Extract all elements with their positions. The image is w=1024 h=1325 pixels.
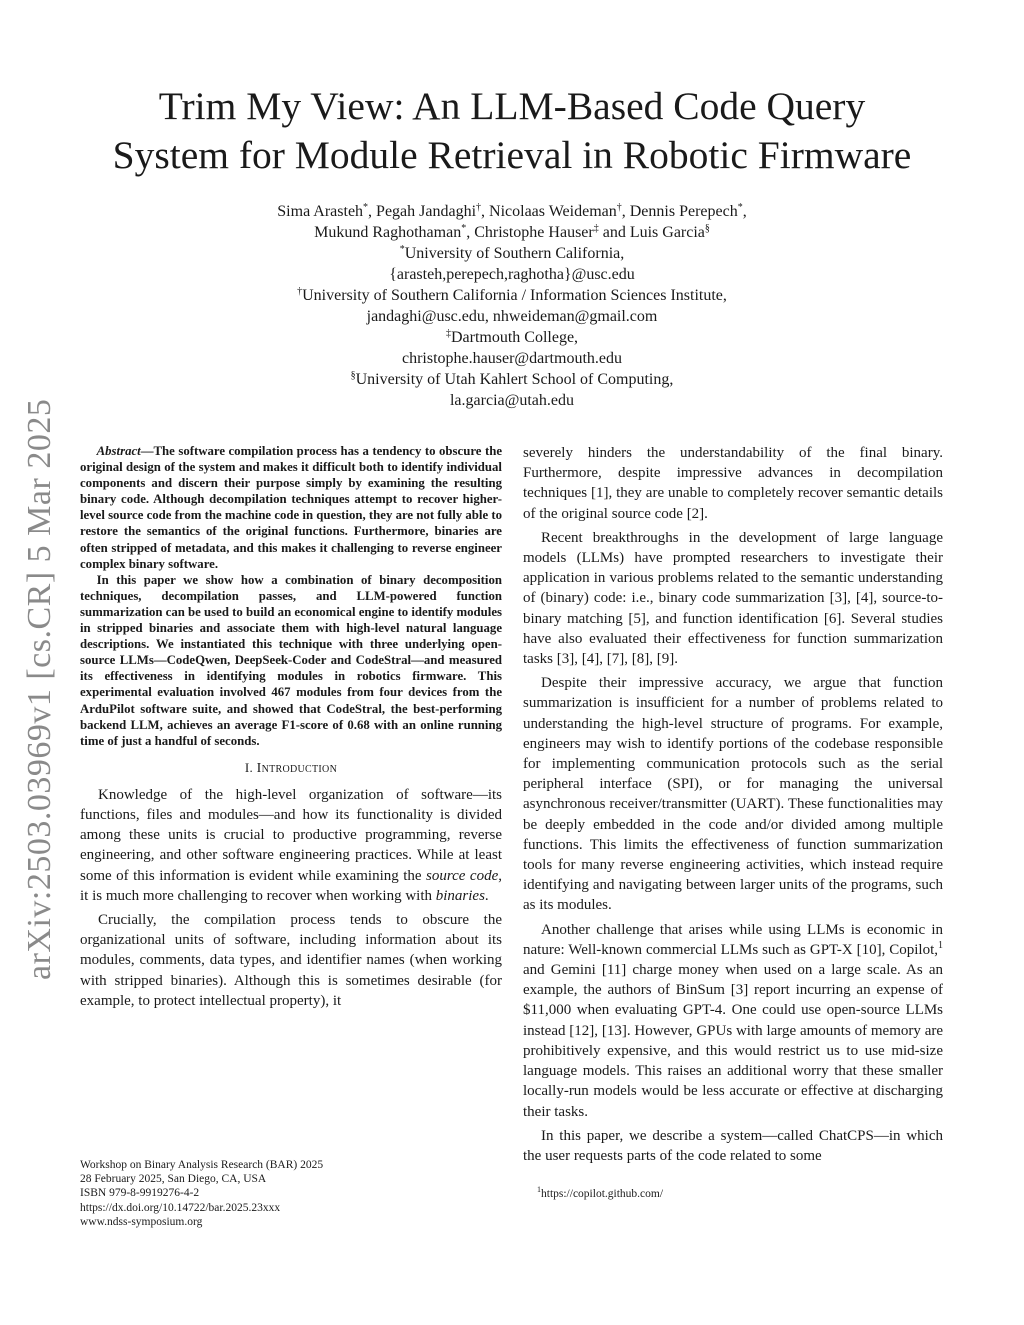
author-separator: , [466,224,475,241]
affiliation-mark: † [476,202,482,213]
affiliation-2 [110,285,914,306]
author-name: Pegah Jandaghi [376,203,477,220]
intro-paragraph-2: Crucially, the compilation process tends to obscure the organizational units of software, including information about its modules, comments, data types, and identifier names (when working with stripped binaries). Although this is sometimes desirable (for example, to protect intellectual property), it [80,912,502,1009]
author-name: Dennis Perepech [629,203,738,220]
affiliation-3 [110,327,914,348]
author-name: Nicolaas Weideman [489,203,617,220]
footer-venue: Workshop on Binary Analysis Research (BAR) 2025 [80,1159,324,1171]
intro-text: Another challenge that arises while using LLMs is economic in nature: Well-known commercial LLMs such as GPT-X [10], Copilot, [523,921,943,958]
intro-paragraph-4: Despite their impressive accuracy, we argue that function summarization is insufficient for a number of problems related to understanding the high-level structure of programs. For example, engineers may wish to identify portions of the codebase responsible for implementing communication protocols such as the serial peripheral interface (SPI), or for managing the universal asynchronous receiver/transmitter (UART). These functionalities may be deeply embedded in the code and/or divided among multiple functions. This limits the effectiveness of function summarization tools for many reverse engineering activities, which instead require identifying and navigating between larger units of the programs, such as its modules. [523,675,943,914]
affiliation-mark: * [461,223,467,234]
section-number: I. [244,759,257,775]
affiliation-3-email: christophe.hauser@dartmouth.edu [401,350,622,367]
affiliation-mark: † [616,202,622,213]
affiliation-mark: * [399,244,405,255]
author-separator: , [481,203,490,220]
author-separator: , [621,203,630,220]
abstract [80,443,502,749]
intro-text: , it is much more challenging to recover when working with [80,867,503,904]
affiliation-1-email: {arasteh,perepech,raghotha}@usc.edu [389,266,635,283]
affiliation-mark: § [704,223,710,234]
author-separator: , [368,203,377,220]
author-line-2 [110,222,914,243]
footer-website-link[interactable]: www.ndss-symposium.org [80,1215,203,1228]
footnote-link[interactable]: https://copilot.github.com/ [541,1188,664,1200]
affiliation-name: University of Utah Kahlert School of Computing, [355,371,674,388]
section-heading-introduction [80,760,502,777]
author-name: Mukund Raghothaman [314,224,462,241]
title-line-2: System for Module Retrieval in Robotic Firmware [112,133,912,177]
author-name: Christophe Hauser [474,224,594,241]
affiliation-2-email: jandaghi@usc.edu, nhweideman@gmail.com [366,308,658,325]
paper-title [60,82,964,180]
affiliation-4-email: la.garcia@utah.edu [449,392,574,409]
abstract-label: Abstract [96,444,141,458]
emphasis-binaries: binaries [435,887,485,904]
arxiv-identifier: arXiv:2503.03969v1 [cs.CR] 5 Mar 2025 [21,398,58,980]
intro-left-body [80,785,502,1011]
right-column [523,443,943,1170]
intro-paragraph-5 [523,920,943,1122]
intro-text: . [484,887,489,904]
footnote-mark: 1 [537,1185,541,1194]
author-name: Luis Garcia [629,224,705,241]
affiliation-name: University of Southern California, [404,245,625,262]
title-line-1: Trim My View: An LLM-Based Code Query [158,84,866,128]
author-separator: , [742,203,747,220]
affiliation-4 [110,369,914,390]
conference-footer [80,1158,440,1229]
abstract-paragraph-1 [80,443,502,572]
affiliation-mark: § [350,370,356,381]
author-separator: and [598,224,630,241]
affiliation-mark: † [297,286,303,297]
abstract-text-1: —The software compilation process has a tendency to obscure the original design of the system and makes it difficult both to identify individual components and discern their purpose simply by examining the resulting binary code. Although decompilation techniques attempt to recover higher-level source code from the machine code in question, they are not fully able to restore the semantics of the original functions. Furthermore, binaries are often stripped of metadata, and this makes it challenging to reverse engineer complex binary software. [80,444,502,571]
abstract-paragraph-2: In this paper we show how a combination of binary decomposition techniques, decompilation passes, and LLM-powered function summarization can be used to build an economical engine to identify modules in stripped binaries and associate them with high-level natural language descriptions. We instantiated this technique with three underlying open-source LLMs—CodeQwen, DeepSeek-Coder and CodeStral—and measured its effectiveness in identifying modules in robotics firmware. This experimental evaluation involved 467 modules from four devices from the ArduPilot software suite, and showed that CodeStral, the best-performing backend LLM, achieves an average F1-score of 0.68 with an online running time of just a handful of seconds. [80,572,502,748]
author-block [110,201,914,411]
footer-isbn: ISBN 979-8-9919276-4-2 [80,1187,200,1200]
footnote-reference[interactable]: 1 [938,939,943,951]
footer-date-location: 28 February 2025, San Diego, CA, USA [80,1173,267,1186]
affiliation-mark: ‡ [445,328,451,339]
intro-paragraph-6: In this paper, we describe a system—called ChatCPS—in which the user requests parts of the code related to some [523,1127,943,1164]
affiliation-mark: * [737,202,743,213]
left-column [80,443,502,1015]
emphasis-source-code: source code [426,867,499,884]
affiliation-name: Dartmouth College, [450,329,579,346]
intro-text: Knowledge of the high-level organization of software—its functions, files and modules—and how its functionality is divided among these units is crucial to productive programming, reverse engineering, and other software engineering practices. While at least some of this information is evident while examining the [80,786,502,884]
footnote [537,1187,663,1201]
affiliation-1 [110,243,914,264]
footer-doi-link[interactable]: https://dx.doi.org/10.14722/bar.2025.23xxx [80,1201,281,1214]
intro-text: and Gemini [11] charge money when used on a large scale. As an example, the authors of BinSum [3] report incurring an expense of $11,000 when evaluating GPT-4. One could use open-source LLMs instead [12], [13]. However, GPUs with large amounts of memory are prohibitively expensive, and this would restrict us to use mid-size language models. This raises an additional worry that these smaller locally-run models would be less accurate or effective at discharging their tasks. [523,962,943,1120]
intro-paragraph-2-continued: severely hinders the understandability of the final binary. Furthermore, despite impressive advances in decompilation techniques [1], they are unable to completely recover semantic details of the original source code [2]. [523,445,943,522]
affiliation-name: University of Southern California / Information Sciences Institute, [302,287,727,304]
affiliation-mark: ‡ [593,223,599,234]
section-name: Introduction [256,760,338,776]
intro-paragraph-1 [80,785,502,906]
intro-paragraph-3: Recent breakthroughs in the development of large language models (LLMs) have prompted researchers to investigate their application in various problems related to the semantic understanding of (binary) code: i.e., binary code summarization [3], [4], source-to-binary matching [5], and function identification [6]. Several studies have also evaluated their effectiveness for function summarization tasks [3], [4], [7], [8], [9]. [523,529,943,668]
author-line-1 [110,201,914,222]
intro-right-body [523,443,943,1166]
affiliation-mark: * [363,202,369,213]
author-name: Sima Arasteh [277,203,364,220]
